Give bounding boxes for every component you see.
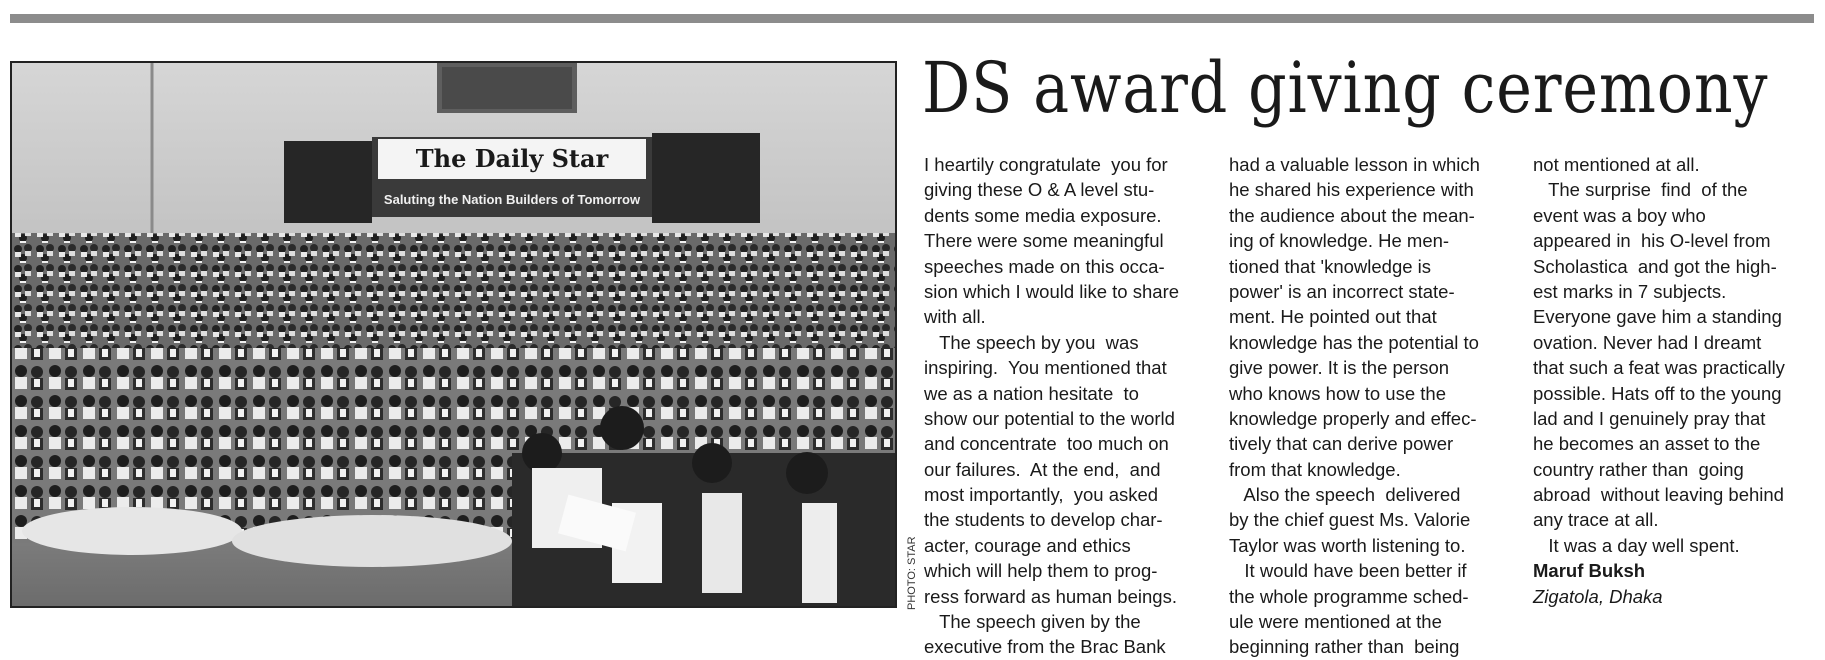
article-line: It would have been better if — [1229, 560, 1467, 582]
article-line: that such a feat was practically — [1533, 357, 1785, 379]
article-line: the whole programme sched- — [1229, 585, 1469, 607]
article-line: appeared in his O-level from — [1533, 230, 1771, 252]
article-line: with all. — [924, 306, 986, 328]
article-line: tively that can derive power — [1229, 433, 1454, 455]
article-line: I heartily congratulate you for — [924, 154, 1168, 175]
article-column-1 — [924, 152, 1214, 660]
article-line: est marks in 7 subjects. — [1533, 280, 1727, 302]
article-line: knowledge properly and effec- — [1229, 407, 1477, 429]
article-line: tioned that 'knowledge is — [1229, 255, 1432, 277]
article-line: giving these O & A level stu- — [924, 179, 1155, 201]
article-line: power' is an incorrect state- — [1229, 280, 1455, 302]
article-line: ovation. Never had I dreamt — [1533, 331, 1762, 353]
article-line: executive from the Brac Bank — [924, 636, 1166, 658]
article-line: not mentioned at all. — [1533, 154, 1700, 175]
article-line: inspiring. You mentioned that — [924, 357, 1167, 379]
article-line: There were some meaningful — [924, 230, 1164, 252]
article-line: event was a boy who — [1533, 204, 1706, 226]
article-line: dents some media exposure. — [924, 204, 1162, 226]
article-line: he shared his experience with — [1229, 179, 1474, 201]
article-line: knowledge has the potential to — [1229, 331, 1479, 353]
article-line: had a valuable lesson in which — [1229, 154, 1480, 175]
article-line: acter, courage and ethics — [924, 534, 1131, 556]
article-line: The speech given by the — [924, 611, 1141, 633]
article-line: the students to develop char- — [924, 509, 1163, 531]
article-line: ing of knowledge. He men- — [1229, 230, 1450, 252]
article-line: any trace at all. — [1533, 509, 1659, 531]
banner-masthead: The Daily Star — [415, 144, 609, 173]
article-line: show our potential to the world — [924, 407, 1175, 429]
article-line: from that knowledge. — [1229, 458, 1401, 480]
article-line: lad and I genuinely pray that — [1533, 407, 1766, 429]
article-line: Also the speech delivered — [1229, 484, 1461, 506]
article-line: our failures. At the end, and — [924, 458, 1161, 480]
article-line: country rather than going — [1533, 458, 1744, 480]
article-line: give power. It is the person — [1229, 357, 1450, 379]
photo-credit — [898, 536, 918, 610]
article-line: possible. Hats off to the young — [1533, 382, 1782, 404]
article-column-3-lines — [1533, 152, 1818, 558]
article-line: who knows how to use the — [1229, 382, 1446, 404]
ceremony-photo — [10, 61, 897, 608]
article-line: sion which I would like to share — [924, 280, 1180, 302]
article-line: The surprise find of the — [1533, 179, 1748, 201]
article-line: The speech by you was — [924, 331, 1139, 353]
article-line: Taylor was worth listening to. — [1229, 534, 1466, 556]
article-line: we as a nation hesitate to — [924, 382, 1139, 404]
article-line: the audience about the mean- — [1229, 204, 1475, 226]
article-line: he becomes an asset to the — [1533, 433, 1761, 455]
article-line: ress forward as human beings. — [924, 585, 1177, 607]
ceremony-photo-illustration — [12, 63, 895, 606]
signature-place: Zigatola, Dhaka — [1533, 585, 1663, 607]
article-line: beginning rather than being — [1229, 636, 1460, 658]
article-line: by the chief guest Ms. Valorie — [1229, 509, 1471, 531]
headline: DS award giving ceremony — [922, 47, 1769, 129]
article-line: and concentrate too much on — [924, 433, 1169, 455]
article-line: abroad without leaving behind — [1533, 484, 1784, 506]
photo-credit-text: PHOTO: STAR — [906, 536, 918, 610]
signature-name: Maruf Buksh — [1533, 560, 1646, 582]
article-line: which will help them to prog- — [924, 560, 1158, 582]
article-line: ment. He pointed out that — [1229, 306, 1437, 328]
banner-slogan: Saluting the Nation Builders of Tomorrow — [383, 192, 641, 207]
article-column-2 — [1229, 152, 1519, 660]
article-line: Everyone gave him a standing — [1533, 306, 1782, 328]
article-line: ule were mentioned at the — [1229, 611, 1442, 633]
article-column-3 — [1533, 152, 1818, 609]
article-line: speeches made on this occa- — [924, 255, 1165, 277]
article-line: Scholastica and got the high- — [1533, 255, 1777, 277]
article-line: most importantly, you asked — [924, 484, 1159, 506]
top-rule — [10, 14, 1814, 23]
article-line: It was a day well spent. — [1533, 534, 1740, 556]
